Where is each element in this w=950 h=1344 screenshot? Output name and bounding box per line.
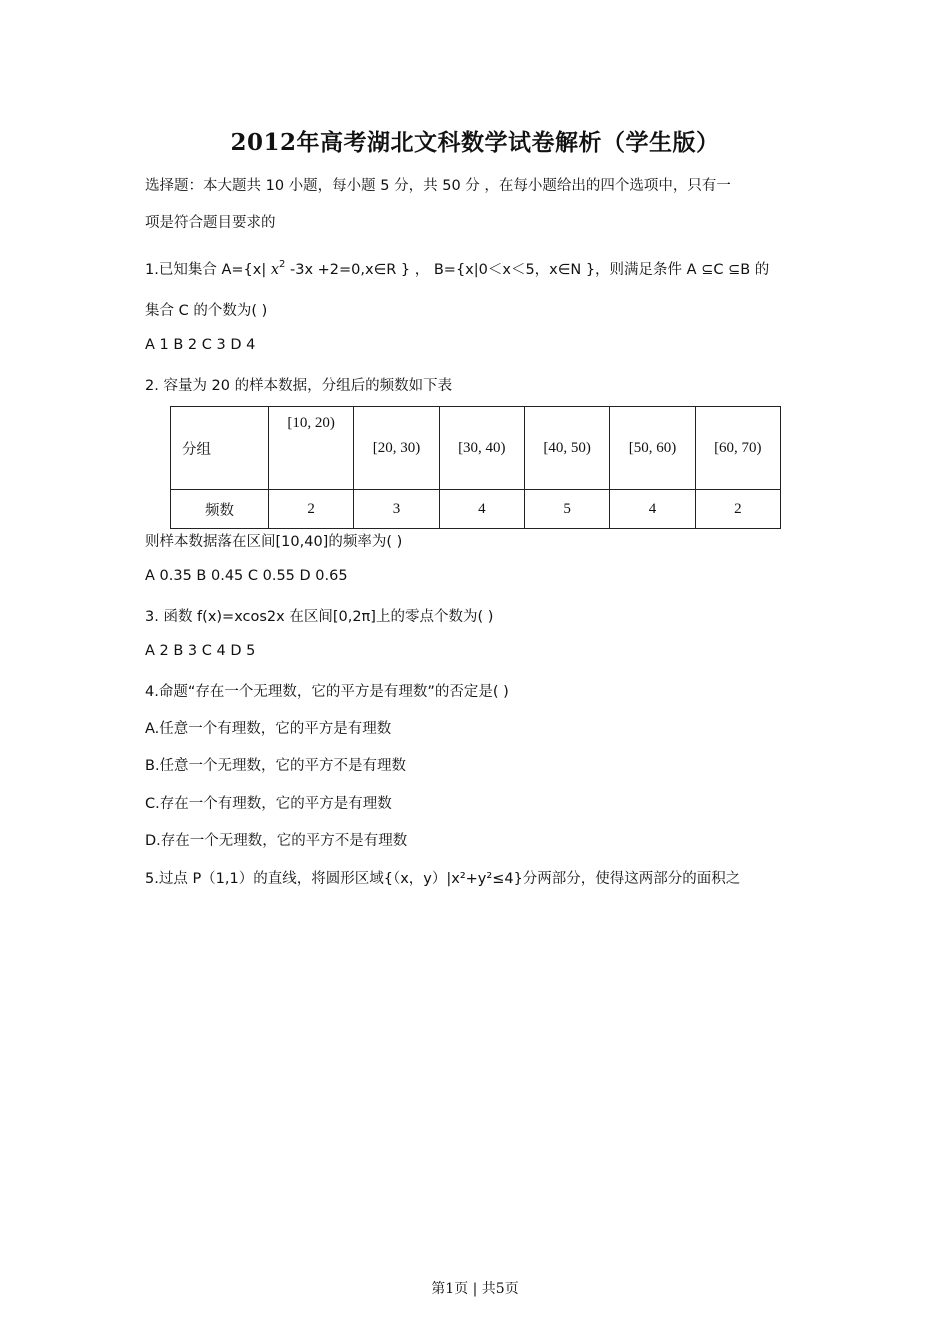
frequency-table xyxy=(170,406,781,529)
q1-variable: x xyxy=(270,262,280,278)
intro-line-2: 项是符合题目要求的 xyxy=(145,215,276,231)
q1-text-b: -3x +2=0,x∈R } ， B={x|0＜x＜5，x∈N }，则满足条件 A ⊆C ⊆B 的 xyxy=(285,262,770,278)
table-cell-freq: 3 xyxy=(354,490,439,529)
table-header-freq: 频数 xyxy=(171,490,269,529)
table-cell-group: [10, 20) xyxy=(269,407,354,490)
question-1-options: A 1 B 2 C 3 D 4 xyxy=(145,337,256,353)
question-4-option-c: C.存在一个有理数，它的平方是有理数 xyxy=(145,796,392,812)
q1-exponent: 2 xyxy=(279,259,286,270)
table-cell-group: [20, 30) xyxy=(354,407,439,490)
question-4-stem: 4.命题“存在一个无理数，它的平方是有理数”的否定是( ) xyxy=(145,684,509,700)
page-title: 2012年高考湖北文科数学试卷解析（学生版） xyxy=(230,129,720,156)
table-cell-group: [30, 40) xyxy=(439,407,524,490)
question-4-option-d: D.存在一个无理数，它的平方不是有理数 xyxy=(145,833,408,849)
question-2-options: A 0.35 B 0.45 C 0.55 D 0.65 xyxy=(145,568,348,584)
question-3-options: A 2 B 3 C 4 D 5 xyxy=(145,643,256,659)
question-4-option-a: A.任意一个有理数，它的平方是有理数 xyxy=(145,721,392,737)
table-cell-freq: 2 xyxy=(695,490,780,529)
table-cell-freq: 5 xyxy=(524,490,609,529)
question-3-stem: 3. 函数 f(x)=xcos2x 在区间[0,2π]上的零点个数为( ) xyxy=(145,609,494,625)
question-2-stem: 2. 容量为 20 的样本数据，分组后的频数如下表 xyxy=(145,378,453,394)
question-1-line-1 xyxy=(145,258,769,279)
table-cell-freq: 4 xyxy=(439,490,524,529)
question-5-stem: 5.过点 P（1,1）的直线，将圆形区域{（x，y）|x²+y²≤4}分两部分，使得这两部分的面积之 xyxy=(145,871,741,887)
table-row-groups xyxy=(171,407,781,490)
table-cell-group: [40, 50) xyxy=(524,407,609,490)
question-2-question: 则样本数据落在区间[10,40]的频率为( ) xyxy=(145,534,403,550)
intro-line-1: 选择题：本大题共 10 小题，每小题 5 分，共 50 分 ，在每小题给出的四个选项中，只有一 xyxy=(145,178,731,194)
table-cell-freq: 4 xyxy=(610,490,695,529)
table-cell-group: [50, 60) xyxy=(610,407,695,490)
page-footer: 第1页 | 共5页 xyxy=(431,1281,519,1297)
table-cell-freq: 2 xyxy=(269,490,354,529)
table-header-group: 分组 xyxy=(171,407,269,490)
q1-text-a: 1.已知集合 A={x| xyxy=(145,262,271,278)
question-1-line-2: 集合 C 的个数为( ) xyxy=(145,303,268,319)
table-row-freqs xyxy=(171,490,781,529)
table-cell-group: [60, 70) xyxy=(695,407,780,490)
question-4-option-b: B.任意一个无理数，它的平方不是有理数 xyxy=(145,758,407,774)
